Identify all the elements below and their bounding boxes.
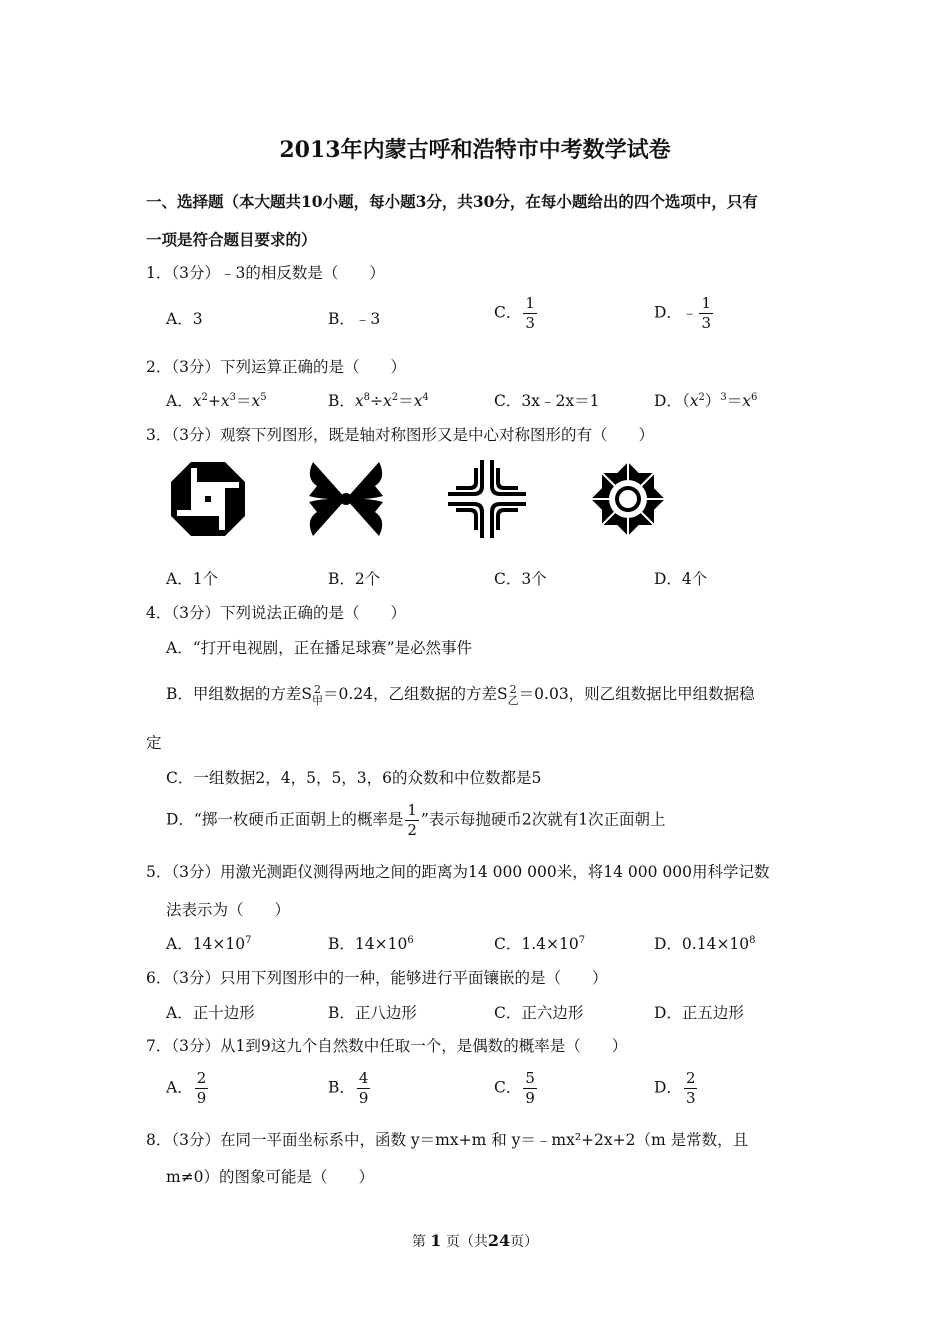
q7-option-a (166, 1071, 210, 1106)
q1-option-d-fraction (699, 296, 713, 331)
q7-option-b-label: B． (328, 1078, 355, 1097)
q7-option-b-fraction (357, 1071, 371, 1106)
q1-option-c-label: C． (494, 303, 522, 322)
question-8-stem: 8．（3分）在同一平面坐标系中，函数 y＝mx+m 和 y＝﹣mx²+2x+2（m 是常数，且 (146, 1131, 749, 1149)
q4-option-b-text-2: ＝0.24，乙组数据的方差 (323, 685, 498, 703)
footer-total-pages: 24 (487, 1231, 511, 1250)
q6-option-b: B．正八边形 (328, 1004, 417, 1022)
q7-option-a-label: A． (166, 1078, 193, 1097)
q7-option-d (654, 1071, 699, 1106)
fraction-numerator: 1 (407, 801, 417, 819)
question-5-stem-continued: 法表示为（ ） (166, 901, 291, 919)
fraction-numerator: 4 (358, 1069, 369, 1087)
fraction-denominator: 9 (525, 1089, 535, 1107)
q7-option-a-fraction (195, 1071, 209, 1106)
q5-option-d-exponent: 8 (749, 934, 756, 946)
q3-figure-3-line-cross (444, 456, 530, 542)
question-7-stem: 7．（3分）从1到9这九个自然数中任取一个，是偶数的概率是（ ） (146, 1037, 628, 1055)
q4-option-b: B．甲组数据的方差S 2 甲 ＝0.24，乙组数据的方差S 2 乙 ＝0.03，则乙组数据比甲组数据稳 (166, 683, 755, 707)
variance-sub-sup: 2 甲 (312, 683, 324, 707)
page-footer (0, 1231, 950, 1251)
question-3-stem: 3．（3分）观察下列图形，既是轴对称图形又是中心对称图形的有（ ） (146, 426, 654, 444)
q2-option-a-label: A． (166, 392, 193, 410)
q1-option-a: A．3 (166, 310, 203, 328)
q5-option-a-exponent: 7 (245, 934, 252, 946)
page-title: 2013年内蒙古呼和浩特市中考数学试卷 (279, 137, 671, 163)
q4-option-b-text-3: ＝0.03，则乙组数据比甲组数据稳 (518, 685, 755, 703)
footer-suffix: 页） (510, 1234, 539, 1250)
q4-option-c: C．一组数据2，4，5，5，3，6的众数和中位数都是5 (166, 769, 542, 787)
q7-option-d-fraction (684, 1071, 698, 1106)
section-heading-line1: 一、选择题（本大题共10小题，每小题3分，共30分，在每小题给出的四个选项中，只有 (146, 192, 758, 211)
q5-option-b (328, 932, 414, 954)
q5-option-b-exponent: 6 (407, 934, 414, 946)
q6-option-a: A．正十边形 (166, 1004, 255, 1022)
q5-option-c-base: C．1.4×10 (494, 935, 579, 953)
q7-option-c-label: C． (494, 1078, 522, 1097)
variance-sub-sup: 2 乙 (507, 683, 519, 707)
q1-option-c (494, 296, 539, 331)
q7-option-c (494, 1071, 539, 1106)
question-5-stem: 5．（3分）用激光测距仪测得两地之间的距离为14 000 000米，将14 000 000用科学记数 (146, 863, 770, 881)
q2-option-b-label: B． (328, 392, 355, 410)
q4-option-a: A．“打开电视剧，正在播足球赛”是必然事件 (166, 639, 473, 657)
q4-option-d-fraction (405, 803, 419, 838)
q6-option-d: D．正五边形 (654, 1004, 744, 1022)
fraction-denominator: 9 (196, 1089, 207, 1107)
q7-option-d-label: D． (654, 1078, 682, 1097)
q3-option-c: C．3个 (494, 570, 547, 588)
q4-option-d-text-2: ”表示每抛硬币2次就有1次正面朝上 (420, 810, 666, 829)
footer-middle: 页（共 (445, 1234, 488, 1250)
q3-figure-4-eight-point-star (585, 456, 671, 542)
footer-prefix: 第 (411, 1234, 426, 1250)
fraction-numerator: 5 (525, 1069, 535, 1087)
q4-option-b-text-1: B．甲组数据的方差 (166, 685, 302, 703)
q4-option-b-continuation: 定 (146, 734, 162, 752)
q4-option-d (166, 803, 666, 838)
q1-option-d (654, 296, 715, 331)
variance-subscript-1: 甲 (312, 694, 324, 707)
q5-option-c (494, 932, 585, 954)
question-6-stem: 6．（3分）只用下列图形中的一种，能够进行平面镶嵌的是（ ） (146, 969, 608, 987)
question-1-stem: 1．（3分）﹣3的相反数是（ ） (146, 264, 385, 282)
q2-option-d-label: D． (654, 392, 682, 410)
variance-subscript-2: 乙 (507, 694, 519, 707)
question-4-stem: 4．（3分）下列说法正确的是（ ） (146, 604, 406, 622)
q3-figure-2-four-petal (303, 456, 389, 542)
q5-option-a (166, 932, 252, 954)
question-8-stem-continued: m≠0）的图象可能是（ ） (166, 1168, 375, 1186)
fraction-numerator: 1 (701, 294, 711, 312)
q3-figure-1-square-knot (165, 456, 251, 542)
q5-option-c-exponent: 7 (578, 934, 586, 946)
q5-option-d-base: D．0.14×10 (654, 935, 750, 953)
q2-option-a: A．$x^2+x^3=x^5$ (166, 391, 267, 410)
fraction-denominator: 9 (358, 1089, 369, 1107)
q2-option-d: D．$(x^2)^3=x^6$ (654, 391, 758, 410)
question-2-stem: 2．（3分）下列运算正确的是（ ） (146, 358, 406, 376)
q5-option-b-base: B．14×10 (328, 935, 408, 953)
footer-page-number: 1 (430, 1231, 442, 1250)
q1-option-b: B．﹣3 (328, 310, 381, 328)
q1-option-c-fraction (523, 296, 537, 331)
fraction-denominator: 2 (407, 821, 417, 839)
q6-option-c: C．正六边形 (494, 1004, 584, 1022)
q3-option-a: A．1个 (166, 570, 219, 588)
q3-option-d: D．4个 (654, 570, 708, 588)
fraction-denominator: 3 (525, 314, 535, 332)
q3-option-b: B．2个 (328, 570, 381, 588)
section-heading-line2: 一项是符合题目要求的） (146, 230, 317, 249)
fraction-denominator: 3 (685, 1089, 696, 1107)
q5-option-d (654, 932, 756, 954)
q5-option-a-base: A．14×10 (166, 935, 246, 953)
q4-option-d-text-1: D．“掷一枚硬币正面朝上的概率是 (166, 810, 404, 829)
q7-option-b (328, 1071, 372, 1106)
fraction-numerator: 2 (685, 1069, 696, 1087)
q7-option-c-fraction (523, 1071, 537, 1106)
q2-option-c: C．3x﹣2x＝1 (494, 392, 600, 410)
fraction-numerator: 1 (525, 294, 535, 312)
q2-option-b: B．$x^8\div x^2=x^4$ (328, 391, 429, 410)
fraction-denominator: 3 (701, 314, 711, 332)
q1-option-d-label: D．﹣ (654, 303, 698, 322)
fraction-numerator: 2 (196, 1069, 207, 1087)
